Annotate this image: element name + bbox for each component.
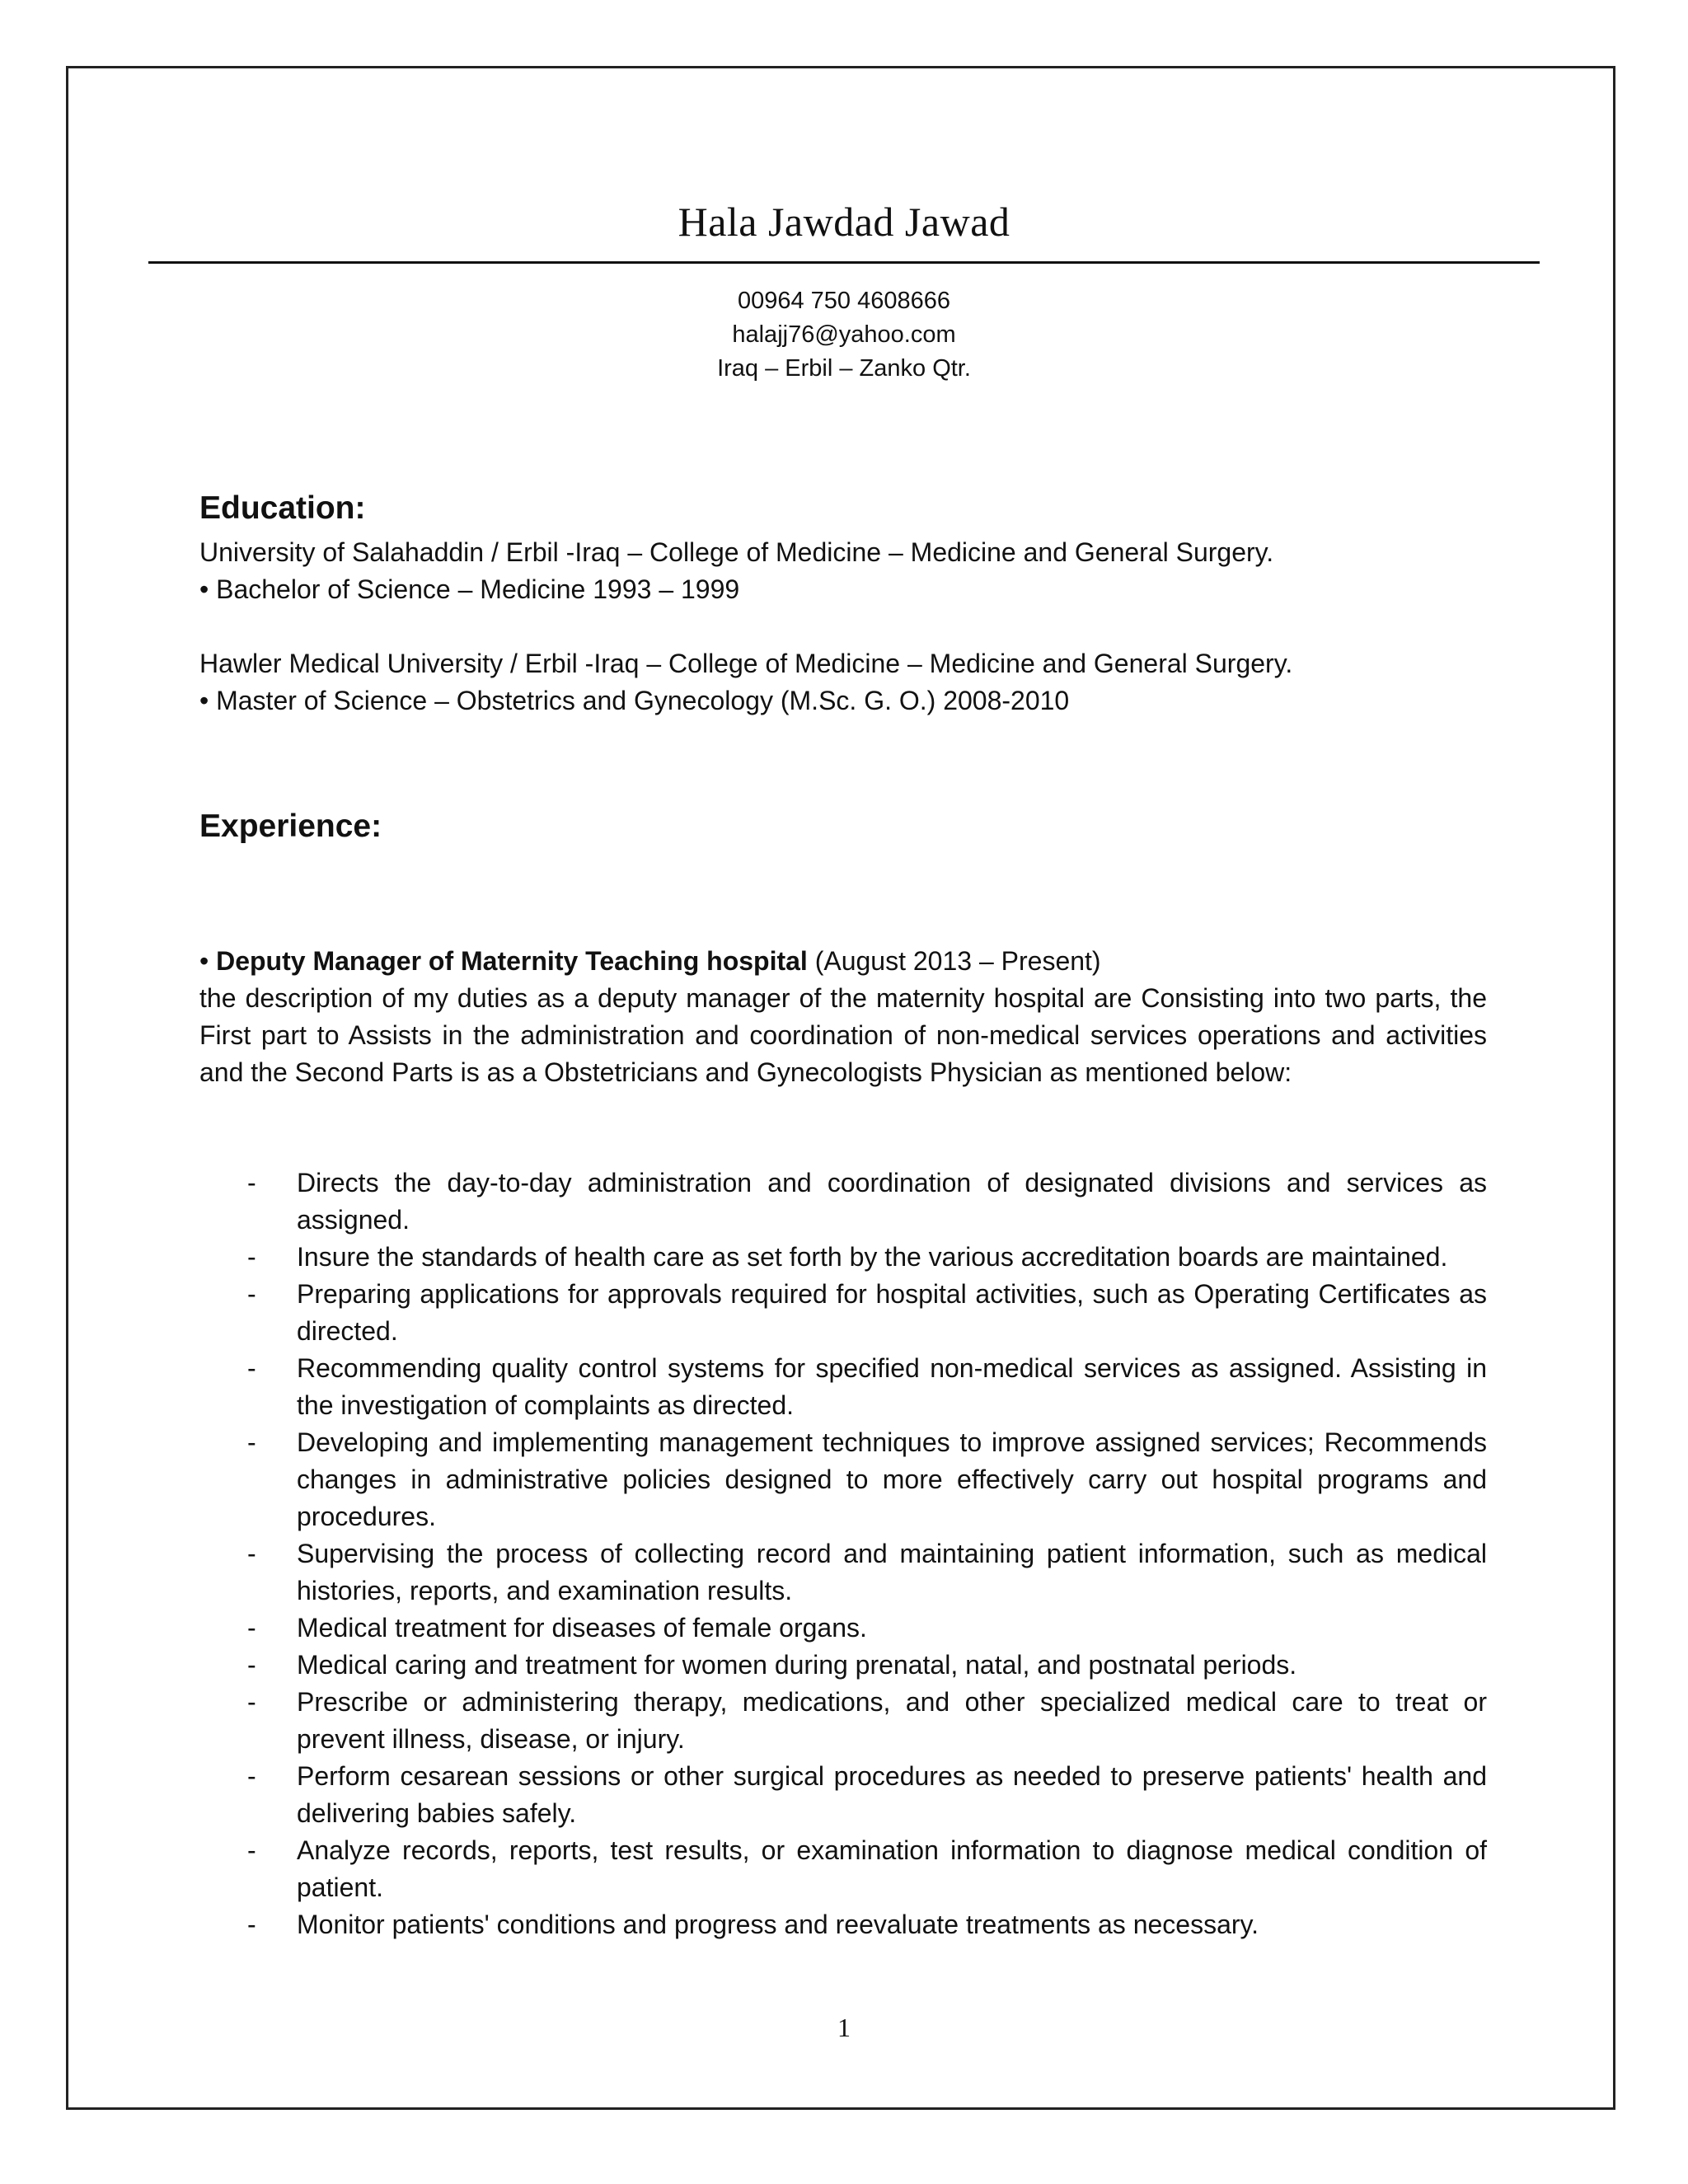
education-degree-2: • Master of Science – Obstetrics and Gynecology (M.Sc. G. O.) 2008-2010 (199, 686, 1070, 715)
list-item: - Directs the day-to-day administration and coordination of designated divisions and services as assigned. (199, 1165, 1487, 1239)
dash-bullet: - (247, 1427, 256, 1457)
list-item: - Medical caring and treatment for women during prenatal, natal, and postnatal periods. (199, 1647, 1487, 1684)
contact-address: Iraq – Erbil – Zanko Qtr. (717, 355, 971, 382)
page-number: 1 (837, 2013, 851, 2042)
candidate-name: Hala Jawdad Jawad (678, 199, 1010, 245)
list-item: - Perform cesarean sessions or other surgical procedures as needed to preserve patients' health and delivering babies safely. (199, 1758, 1487, 1832)
list-item: - Recommending quality control systems for specified non-medical services as assigned. Assisting in the investigation of complaints as directed. (199, 1350, 1487, 1424)
education-institution-2: Hawler Medical University / Erbil -Iraq – College of Medicine – Medicine and General Surgery. (199, 649, 1293, 678)
list-item: - Preparing applications for approvals required for hospital activities, such as Operating Certificates as directed. (199, 1276, 1487, 1350)
dash-bullet: - (247, 1242, 256, 1272)
dash-bullet: - (247, 1613, 256, 1643)
dash-bullet: - (247, 1353, 256, 1383)
experience-heading: Experience: (199, 808, 382, 844)
list-item: - Medical treatment for diseases of female organs. (199, 1610, 1487, 1647)
list-item: - Prescribe or administering therapy, medications, and other specialized medical care to treat or prevent illness, disease, or injury. (199, 1684, 1487, 1758)
job-bullet: • (199, 946, 217, 976)
job-title-line (199, 943, 1101, 979)
job-title: Deputy Manager of Maternity Teaching hospital (216, 946, 808, 976)
dash-bullet: - (247, 1279, 256, 1309)
list-item: - Developing and implementing management techniques to improve assigned services; Recommends changes in administrative policies designed to more effectively carry out hospital programs and procedures. (199, 1424, 1487, 1535)
job-period: (August 2013 – Present) (807, 946, 1101, 976)
duties-list (199, 1165, 1487, 1943)
job-description: the description of my duties as a deputy manager of the maternity hospital are Consisting into two parts, the First part to Assists in the administration and coordination of non-medical services operations and activities and the Second Parts is as a Obstetricians and Gynecologists Physician as mentioned below: (199, 983, 1487, 1087)
dash-bullet: - (247, 1910, 256, 1939)
list-item: - Monitor patients' conditions and progress and reevaluate treatments as necessary. (199, 1906, 1487, 1943)
contact-phone: 00964 750 4608666 (737, 288, 951, 314)
dash-bullet: - (247, 1168, 256, 1197)
education-degree-1: • Bachelor of Science – Medicine 1993 – 1999 (199, 574, 740, 604)
dash-bullet: - (247, 1650, 256, 1680)
dash-bullet: - (247, 1687, 256, 1717)
list-item: - Supervising the process of collecting record and maintaining patient information, such as medical histories, reports, and examination results. (199, 1535, 1487, 1610)
dash-bullet: - (247, 1761, 256, 1791)
contact-email: halajj76@yahoo.com (732, 321, 956, 348)
education-institution-1: University of Salahaddin / Erbil -Iraq – College of Medicine – Medicine and General Surgery. (199, 537, 1274, 567)
education-heading: Education: (199, 490, 366, 526)
list-item: - Analyze records, reports, test results, or examination information to diagnose medical condition of patient. (199, 1832, 1487, 1906)
list-item: - Insure the standards of health care as set forth by the various accreditation boards are maintained. (199, 1239, 1487, 1276)
dash-bullet: - (247, 1539, 256, 1568)
dash-bullet: - (247, 1835, 256, 1865)
name-divider (148, 261, 1540, 264)
